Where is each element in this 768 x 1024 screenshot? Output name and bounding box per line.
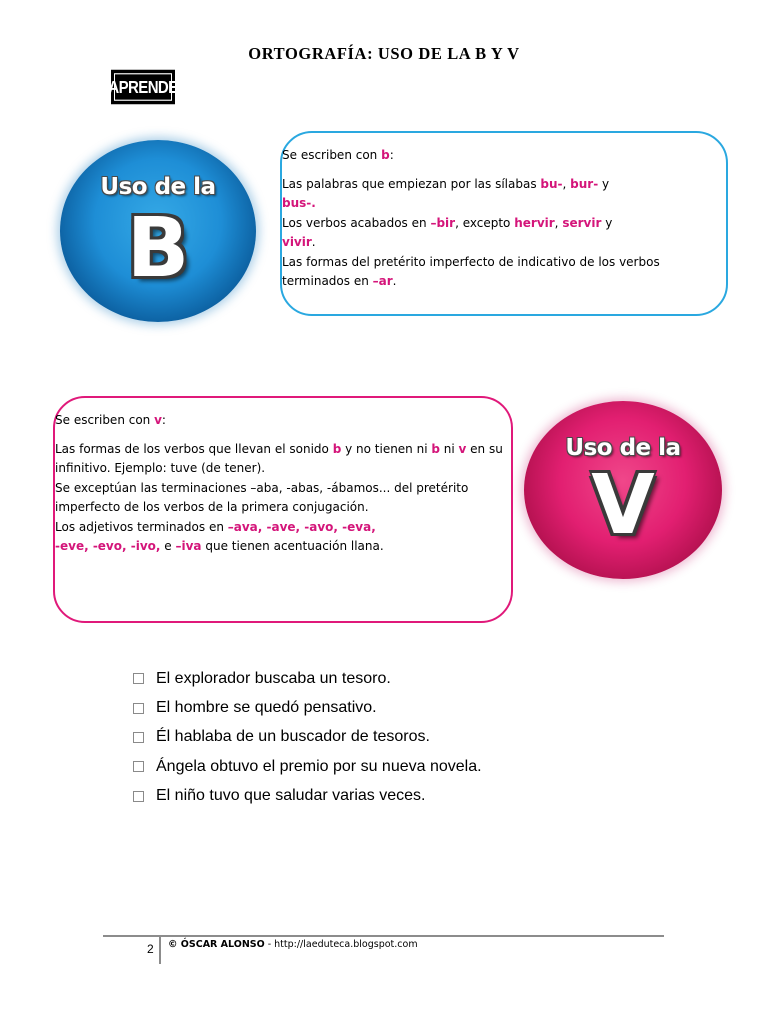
example-text: Ángela obtuvo el premio por su nueva novela. bbox=[156, 757, 482, 775]
footer-url[interactable]: http://laeduteca.blogspot.com bbox=[274, 939, 418, 950]
rule-text: . bbox=[311, 235, 316, 249]
rules-v-lines bbox=[55, 440, 517, 557]
list-item bbox=[133, 782, 482, 811]
example-text: El niño tuvo que saludar varias veces. bbox=[156, 787, 426, 805]
rules-v-text bbox=[55, 411, 517, 557]
rule-line bbox=[282, 194, 662, 214]
rule-text: Las formas de los verbos que llevan el sonido bbox=[55, 441, 333, 456]
rule-text: y bbox=[598, 176, 610, 191]
rule-line bbox=[55, 518, 517, 538]
rule-text: , bbox=[562, 176, 571, 191]
example-text: El hombre se quedó pensativo. bbox=[156, 699, 377, 717]
rule-line bbox=[55, 498, 517, 518]
highlighted-term: –iva bbox=[175, 539, 202, 553]
rule-text: imperfecto de los verbos de la primera conjugación. bbox=[55, 500, 369, 514]
highlighted-term: b bbox=[381, 148, 390, 162]
rule-line bbox=[282, 214, 662, 234]
circle-v-caption: Uso de la bbox=[565, 435, 681, 461]
rule-line bbox=[282, 175, 662, 195]
rule-line bbox=[282, 272, 662, 292]
rule-text: y bbox=[601, 215, 613, 230]
example-sentences bbox=[133, 664, 482, 811]
highlighted-term: vivir bbox=[282, 235, 312, 249]
rule-text: ni bbox=[439, 441, 459, 456]
footer-vertical-divider bbox=[159, 937, 161, 964]
rule-text: Se exceptúan las terminaciones –aba, -abas, -ábamos... del pretérito bbox=[55, 480, 469, 495]
rule-line bbox=[55, 537, 517, 557]
highlighted-term: b bbox=[431, 441, 440, 456]
highlighted-term: v bbox=[154, 413, 162, 427]
highlighted-term: –bir bbox=[430, 215, 456, 230]
example-text: El explorador buscaba un tesoro. bbox=[156, 669, 391, 687]
rule-line bbox=[55, 479, 517, 499]
circle-b-letter: B bbox=[126, 201, 190, 296]
footer-credit bbox=[168, 939, 418, 950]
example-text: Él hablaba de un buscador de tesoros. bbox=[156, 728, 430, 746]
rule-text: Se escriben con bbox=[55, 413, 155, 427]
highlighted-term: bur- bbox=[570, 176, 599, 191]
rule-text: y no tienen ni bbox=[341, 441, 432, 456]
list-item bbox=[133, 693, 482, 722]
rule-text: , excepto bbox=[455, 215, 515, 230]
checkbox-icon[interactable] bbox=[133, 791, 144, 802]
rule-line bbox=[55, 459, 517, 479]
aprende-badge: APRENDE bbox=[111, 70, 175, 105]
rules-v-heading bbox=[55, 411, 517, 431]
page-title: ORTOGRAFÍA: USO DE LA B Y V bbox=[248, 44, 520, 63]
rule-text: Las palabras que empiezan por las sílabas bbox=[282, 176, 541, 191]
list-item bbox=[133, 752, 482, 781]
checkbox-icon[interactable] bbox=[133, 732, 144, 743]
list-item bbox=[133, 723, 482, 752]
checkbox-icon[interactable] bbox=[133, 673, 144, 684]
list-item bbox=[133, 664, 482, 693]
rule-line bbox=[282, 233, 662, 253]
rule-line bbox=[282, 253, 662, 273]
rule-text: Los adjetivos terminados en bbox=[55, 519, 228, 534]
rule-text: e bbox=[160, 539, 176, 553]
footer-author: © ÓSCAR ALONSO bbox=[168, 939, 265, 950]
highlighted-term: –ar bbox=[372, 274, 393, 288]
rule-text: que tienen acentuación llana. bbox=[201, 539, 384, 553]
rule-text: terminados en bbox=[282, 274, 373, 288]
highlighted-term: servir bbox=[562, 215, 602, 230]
rule-text: , bbox=[554, 215, 563, 230]
rule-line bbox=[55, 440, 517, 460]
rule-text: Se escriben con bbox=[282, 148, 382, 162]
uso-de-la-b-badge bbox=[60, 140, 256, 322]
rules-b-heading bbox=[282, 146, 662, 166]
highlighted-term: –ava, -ave, -avo, -eva, bbox=[227, 519, 376, 534]
rule-text: Las formas del pretérito imperfecto de indicativo de los verbos bbox=[282, 254, 660, 269]
checkbox-icon[interactable] bbox=[133, 703, 144, 714]
rule-text: : bbox=[389, 148, 394, 162]
highlighted-term: -eve, -evo, -ivo, bbox=[55, 539, 161, 553]
footer-separator: - bbox=[264, 939, 275, 950]
footer-divider bbox=[103, 935, 664, 937]
rule-text: Los verbos acabados en bbox=[282, 215, 431, 230]
highlighted-term: v bbox=[458, 441, 467, 456]
rules-b-text bbox=[282, 146, 662, 292]
uso-de-la-v-badge bbox=[524, 401, 722, 579]
checkbox-icon[interactable] bbox=[133, 761, 144, 772]
page-number: 2 bbox=[147, 942, 154, 956]
rule-text: en su bbox=[466, 441, 503, 456]
rule-text: . bbox=[392, 274, 397, 288]
circle-v-letter: V bbox=[591, 458, 655, 553]
rules-b-lines bbox=[282, 175, 662, 292]
highlighted-term: bus-. bbox=[282, 196, 316, 210]
rule-text: : bbox=[161, 413, 166, 427]
highlighted-term: bu- bbox=[540, 176, 563, 191]
rule-text: infinitivo. Ejemplo: tuve (de tener). bbox=[55, 461, 266, 475]
highlighted-term: b bbox=[332, 441, 342, 456]
highlighted-term: hervir bbox=[514, 215, 555, 230]
circle-b-caption: Uso de la bbox=[100, 174, 216, 200]
